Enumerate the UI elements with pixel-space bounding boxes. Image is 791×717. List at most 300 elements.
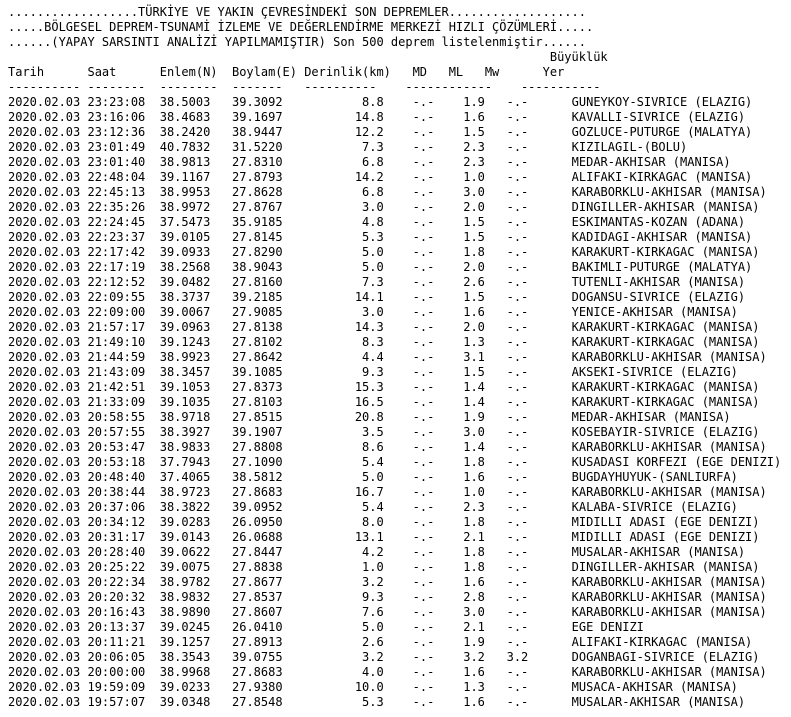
- earthquake-rows: [8, 95, 791, 710]
- md-cell: -.-: [412, 290, 435, 304]
- ml-cell: 1.6: [463, 695, 485, 709]
- time-cell: 22:45:13: [87, 185, 146, 199]
- latitude-cell: 39.0143: [159, 530, 211, 544]
- mw-cell: -.-: [506, 530, 529, 544]
- md-cell: -.-: [412, 230, 435, 244]
- latitude-cell: 39.1053: [159, 380, 211, 394]
- table-row: [8, 590, 791, 605]
- md-cell: -.-: [412, 365, 435, 379]
- mw-cell: -.-: [506, 440, 529, 454]
- date-cell: 2020.02.03: [8, 485, 81, 499]
- ml-cell: 1.8: [463, 560, 485, 574]
- latitude-cell: 39.0933: [159, 245, 211, 259]
- place-cell: DINGILLER-AKHISAR (MANISA): [571, 560, 760, 574]
- date-cell: 2020.02.03: [8, 605, 81, 619]
- longitude-cell: 27.8145: [232, 230, 283, 244]
- depth-cell: 7.3: [289, 140, 384, 154]
- md-cell: -.-: [412, 245, 435, 259]
- longitude-cell: 39.1697: [232, 110, 283, 124]
- latitude-cell: 38.3457: [159, 365, 211, 379]
- table-row: [8, 650, 791, 665]
- table-row: [8, 665, 791, 680]
- depth-cell: 5.3: [289, 230, 384, 244]
- time-cell: 21:57:17: [87, 320, 146, 334]
- mw-cell: -.-: [506, 170, 529, 184]
- longitude-cell: 38.9447: [232, 125, 283, 139]
- mw-cell: -.-: [506, 215, 529, 229]
- place-cell: KOSEBAYIR-SIVRICE (ELAZIG): [571, 425, 760, 439]
- date-cell: 2020.02.03: [8, 425, 81, 439]
- place-cell: AKSEKI-SIVRICE (ELAZIG): [571, 365, 738, 379]
- ml-cell: 3.0: [463, 425, 485, 439]
- latitude-cell: 39.0283: [159, 515, 211, 529]
- ml-cell: 2.0: [463, 320, 485, 334]
- md-cell: -.-: [412, 380, 435, 394]
- ml-cell: 1.9: [463, 410, 485, 424]
- md-cell: -.-: [412, 560, 435, 574]
- place-cell: KARABORKLU-AKHISAR (MANISA): [571, 665, 767, 679]
- time-cell: 23:23:08: [87, 95, 146, 109]
- table-row: [8, 530, 791, 545]
- depth-cell: 7.3: [289, 275, 384, 289]
- date-cell: 2020.02.03: [8, 380, 81, 394]
- place-cell: KARABORKLU-AKHISAR (MANISA): [571, 350, 767, 364]
- md-cell: -.-: [412, 305, 435, 319]
- longitude-cell: 27.1090: [232, 455, 283, 469]
- date-cell: 2020.02.03: [8, 530, 81, 544]
- depth-cell: 5.0: [289, 260, 384, 274]
- md-cell: -.-: [412, 95, 435, 109]
- date-cell: 2020.02.03: [8, 500, 81, 514]
- date-cell: 2020.02.03: [8, 545, 81, 559]
- time-cell: 23:16:06: [87, 110, 146, 124]
- date-cell: 2020.02.03: [8, 290, 81, 304]
- latitude-cell: 40.7832: [159, 140, 211, 154]
- md-cell: -.-: [412, 425, 435, 439]
- latitude-cell: 38.5003: [159, 95, 211, 109]
- depth-cell: 10.0: [289, 680, 384, 694]
- md-cell: -.-: [412, 440, 435, 454]
- latitude-cell: 38.3822: [159, 500, 211, 514]
- longitude-cell: 38.9043: [232, 260, 283, 274]
- table-row: [8, 95, 791, 110]
- ml-cell: 3.0: [463, 185, 485, 199]
- time-cell: 20:48:40: [87, 470, 146, 484]
- latitude-cell: 39.1167: [159, 170, 211, 184]
- ml-cell: 1.8: [463, 455, 485, 469]
- longitude-cell: 27.8102: [232, 335, 283, 349]
- table-row: [8, 350, 791, 365]
- mw-cell: -.-: [506, 350, 529, 364]
- longitude-cell: 26.0688: [232, 530, 283, 544]
- mw-cell: -.-: [506, 230, 529, 244]
- ml-cell: 1.4: [463, 380, 485, 394]
- time-cell: 22:09:55: [87, 290, 146, 304]
- time-cell: 20:16:43: [87, 605, 146, 619]
- date-cell: 2020.02.03: [8, 620, 81, 634]
- date-cell: 2020.02.03: [8, 320, 81, 334]
- mw-cell: -.-: [506, 695, 529, 709]
- time-cell: 20:57:55: [87, 425, 146, 439]
- time-cell: 20:37:06: [87, 500, 146, 514]
- time-cell: 21:42:51: [87, 380, 146, 394]
- md-cell: -.-: [412, 515, 435, 529]
- depth-cell: 5.4: [289, 500, 384, 514]
- place-cell: GUNEYKOY-SIVRICE (ELAZIG): [571, 95, 753, 109]
- table-row: [8, 290, 791, 305]
- ml-cell: 2.0: [463, 260, 485, 274]
- longitude-cell: 27.8677: [232, 575, 283, 589]
- longitude-cell: 39.0755: [232, 650, 283, 664]
- date-cell: 2020.02.03: [8, 560, 81, 574]
- ml-cell: 1.8: [463, 515, 485, 529]
- longitude-cell: 27.8310: [232, 155, 283, 169]
- ml-cell: 3.2: [463, 650, 485, 664]
- table-row: [8, 320, 791, 335]
- place-cell: MEDAR-AKHISAR (MANISA): [571, 410, 731, 424]
- date-cell: 2020.02.03: [8, 365, 81, 379]
- time-cell: 22:17:42: [87, 245, 146, 259]
- table-row: [8, 335, 791, 350]
- date-cell: 2020.02.03: [8, 260, 81, 274]
- table-row: [8, 185, 791, 200]
- place-cell: KUSADASI KORFEZI (EGE DENIZI): [571, 455, 782, 469]
- date-cell: 2020.02.03: [8, 305, 81, 319]
- mw-cell: -.-: [506, 320, 529, 334]
- ml-cell: 1.0: [463, 485, 485, 499]
- place-cell: MEDAR-AKHISAR (MANISA): [571, 155, 731, 169]
- longitude-cell: 38.5812: [232, 470, 283, 484]
- ml-cell: 1.5: [463, 365, 485, 379]
- md-cell: -.-: [412, 545, 435, 559]
- latitude-cell: 38.3737: [159, 290, 211, 304]
- table-row: [8, 305, 791, 320]
- time-cell: 20:06:05: [87, 650, 146, 664]
- latitude-cell: 38.9832: [159, 590, 211, 604]
- table-row: [8, 380, 791, 395]
- depth-cell: 4.8: [289, 215, 384, 229]
- place-cell: TUTENLI-AKHISAR (MANISA): [571, 275, 746, 289]
- place-cell: KARABORKLU-AKHISAR (MANISA): [571, 440, 767, 454]
- latitude-cell: 38.9723: [159, 485, 211, 499]
- date-cell: 2020.02.03: [8, 350, 81, 364]
- time-cell: 22:17:19: [87, 260, 146, 274]
- table-row: [8, 395, 791, 410]
- md-cell: -.-: [412, 455, 435, 469]
- longitude-cell: 27.8642: [232, 350, 283, 364]
- table-row: [8, 560, 791, 575]
- table-row: [8, 515, 791, 530]
- md-cell: -.-: [412, 695, 435, 709]
- table-row: [8, 620, 791, 635]
- table-row: [8, 215, 791, 230]
- header-subtitle-line: .....BÖLGESEL DEPREM-TSUNAMİ İZLEME VE DEĞERLENDİRME MERKEZİ HIZLI ÇÖZÜMLERİ.....: [8, 20, 594, 34]
- time-cell: 20:38:44: [87, 485, 146, 499]
- mw-cell: -.-: [506, 425, 529, 439]
- ml-cell: 1.5: [463, 125, 485, 139]
- place-cell: KARAKURT-KIRKAGAC (MANISA): [571, 335, 760, 349]
- latitude-cell: 38.9813: [159, 155, 211, 169]
- depth-cell: 14.2: [289, 170, 384, 184]
- table-row: [8, 230, 791, 245]
- table-row: [8, 125, 791, 140]
- ml-cell: 2.1: [463, 530, 485, 544]
- depth-cell: 15.3: [289, 380, 384, 394]
- latitude-cell: 39.0233: [159, 680, 211, 694]
- table-row: [8, 260, 791, 275]
- table-row: [8, 275, 791, 290]
- table-row: [8, 455, 791, 470]
- date-cell: 2020.02.03: [8, 440, 81, 454]
- latitude-cell: 39.1257: [159, 635, 211, 649]
- ml-cell: 2.0: [463, 200, 485, 214]
- table-row: [8, 425, 791, 440]
- place-cell: KADIDAGI-AKHISAR (MANISA): [571, 230, 753, 244]
- time-cell: 20:00:00: [87, 665, 146, 679]
- longitude-cell: 26.0410: [232, 620, 283, 634]
- longitude-cell: 27.8103: [232, 395, 283, 409]
- time-cell: 23:01:40: [87, 155, 146, 169]
- place-cell: MUSALAR-AKHISAR (MANISA): [571, 545, 746, 559]
- latitude-cell: 39.1243: [159, 335, 211, 349]
- longitude-cell: 27.8548: [232, 695, 283, 709]
- time-cell: 21:43:09: [87, 365, 146, 379]
- latitude-cell: 38.9782: [159, 575, 211, 589]
- ml-cell: 3.1: [463, 350, 485, 364]
- mw-cell: -.-: [506, 590, 529, 604]
- md-cell: -.-: [412, 260, 435, 274]
- ml-cell: 2.3: [463, 155, 485, 169]
- mw-cell: -.-: [506, 470, 529, 484]
- mw-cell: -.-: [506, 620, 529, 634]
- depth-cell: 16.7: [289, 485, 384, 499]
- latitude-cell: 39.0622: [159, 545, 211, 559]
- md-cell: -.-: [412, 470, 435, 484]
- place-cell: KALABA-SIVRICE (ELAZIG): [571, 500, 738, 514]
- latitude-cell: 38.9953: [159, 185, 211, 199]
- mw-cell: -.-: [506, 260, 529, 274]
- depth-cell: 16.5: [289, 395, 384, 409]
- latitude-cell: 38.9718: [159, 410, 211, 424]
- longitude-cell: 27.8913: [232, 635, 283, 649]
- table-row: [8, 545, 791, 560]
- ml-cell: 1.9: [463, 95, 485, 109]
- depth-cell: 9.3: [289, 365, 384, 379]
- latitude-cell: 39.0067: [159, 305, 211, 319]
- longitude-cell: 39.0952: [232, 500, 283, 514]
- longitude-cell: 27.8767: [232, 200, 283, 214]
- place-cell: BAKIMLI-PUTURGE (MALATYA): [571, 260, 753, 274]
- table-row: [8, 200, 791, 215]
- longitude-cell: 27.8373: [232, 380, 283, 394]
- longitude-cell: 39.2185: [232, 290, 283, 304]
- place-cell: GOZLUCE-PUTURGE (MALATYA): [571, 125, 753, 139]
- md-cell: -.-: [412, 155, 435, 169]
- longitude-cell: 39.3092: [232, 95, 283, 109]
- place-cell: KARABORKLU-AKHISAR (MANISA): [571, 575, 767, 589]
- depth-cell: 4.0: [289, 665, 384, 679]
- mw-cell: -.-: [506, 500, 529, 514]
- mw-cell: -.-: [506, 335, 529, 349]
- place-cell: MUSALAR-AKHISAR (MANISA): [571, 695, 746, 709]
- latitude-cell: 39.0348: [159, 695, 211, 709]
- depth-cell: 12.2: [289, 125, 384, 139]
- md-cell: -.-: [412, 320, 435, 334]
- mw-cell: -.-: [506, 290, 529, 304]
- time-cell: 20:58:55: [87, 410, 146, 424]
- md-cell: -.-: [412, 485, 435, 499]
- depth-cell: 4.2: [289, 545, 384, 559]
- latitude-cell: 38.2420: [159, 125, 211, 139]
- date-cell: 2020.02.03: [8, 590, 81, 604]
- md-cell: -.-: [412, 575, 435, 589]
- latitude-cell: 37.4065: [159, 470, 211, 484]
- mw-cell: -.-: [506, 275, 529, 289]
- md-cell: -.-: [412, 125, 435, 139]
- depth-cell: 8.6: [289, 440, 384, 454]
- mw-cell: -.-: [506, 455, 529, 469]
- header-title-line: ..................TÜRKİYE VE YAKIN ÇEVRESİNDEKİ SON DEPREMLER...................: [8, 5, 586, 19]
- latitude-cell: 38.3927: [159, 425, 211, 439]
- date-cell: 2020.02.03: [8, 635, 81, 649]
- place-cell: KARAKURT-KIRKAGAC (MANISA): [571, 380, 760, 394]
- date-cell: 2020.02.03: [8, 665, 81, 679]
- time-cell: 20:53:18: [87, 455, 146, 469]
- date-cell: 2020.02.03: [8, 245, 81, 259]
- md-cell: -.-: [412, 410, 435, 424]
- longitude-cell: 26.0950: [232, 515, 283, 529]
- table-row: [8, 140, 791, 155]
- depth-cell: 6.8: [289, 185, 384, 199]
- longitude-cell: 27.8447: [232, 545, 283, 559]
- mw-cell: -.-: [506, 680, 529, 694]
- date-cell: 2020.02.03: [8, 200, 81, 214]
- header-separator: ---------- -------- -------- ------- ---------- ------------ -----------: [8, 80, 601, 94]
- longitude-cell: 35.9185: [232, 215, 283, 229]
- date-cell: 2020.02.03: [8, 395, 81, 409]
- latitude-cell: 37.7943: [159, 455, 211, 469]
- place-cell: MIDILLI ADASI (EGE DENIZI): [571, 515, 760, 529]
- depth-cell: 3.2: [289, 575, 384, 589]
- depth-cell: 14.8: [289, 110, 384, 124]
- ml-cell: 1.8: [463, 545, 485, 559]
- place-cell: KAVALLI-SIVRICE (ELAZIG): [571, 110, 746, 124]
- table-row: [8, 245, 791, 260]
- md-cell: -.-: [412, 170, 435, 184]
- ml-cell: 1.8: [463, 245, 485, 259]
- mw-cell: -.-: [506, 605, 529, 619]
- place-cell: MUSACA-AKHISAR (MANISA): [571, 680, 738, 694]
- md-cell: -.-: [412, 185, 435, 199]
- longitude-cell: 39.1085: [232, 365, 283, 379]
- longitude-cell: 31.5220: [232, 140, 283, 154]
- table-row: [8, 110, 791, 125]
- ml-cell: 1.6: [463, 470, 485, 484]
- table-row: [8, 440, 791, 455]
- time-cell: 22:35:26: [87, 200, 146, 214]
- date-cell: 2020.02.03: [8, 455, 81, 469]
- md-cell: -.-: [412, 665, 435, 679]
- place-cell: KARAKURT-KIRKAGAC (MANISA): [571, 320, 760, 334]
- mw-cell: -.-: [506, 410, 529, 424]
- latitude-cell: 39.0075: [159, 560, 211, 574]
- mw-cell: -.-: [506, 200, 529, 214]
- depth-cell: 5.0: [289, 620, 384, 634]
- mw-cell: -.-: [506, 485, 529, 499]
- time-cell: 20:28:40: [87, 545, 146, 559]
- table-row: [8, 695, 791, 710]
- depth-cell: 3.0: [289, 200, 384, 214]
- md-cell: -.-: [412, 635, 435, 649]
- place-cell: BUGDAYHUYUK-(SANLIURFA): [571, 470, 738, 484]
- mw-cell: -.-: [506, 575, 529, 589]
- time-cell: 22:24:45: [87, 215, 146, 229]
- longitude-cell: 27.8138: [232, 320, 283, 334]
- mw-cell: -.-: [506, 560, 529, 574]
- date-cell: 2020.02.03: [8, 575, 81, 589]
- latitude-cell: 37.5473: [159, 215, 211, 229]
- depth-cell: 3.2: [289, 650, 384, 664]
- date-cell: 2020.02.03: [8, 695, 81, 709]
- depth-cell: 14.3: [289, 320, 384, 334]
- md-cell: -.-: [412, 680, 435, 694]
- md-cell: -.-: [412, 200, 435, 214]
- time-cell: 22:48:04: [87, 170, 146, 184]
- place-cell: MIDILLI ADASI (EGE DENIZI): [571, 530, 760, 544]
- date-cell: 2020.02.03: [8, 470, 81, 484]
- ml-cell: 2.6: [463, 275, 485, 289]
- ml-cell: 1.6: [463, 110, 485, 124]
- depth-cell: 13.1: [289, 530, 384, 544]
- date-cell: 2020.02.03: [8, 680, 81, 694]
- ml-cell: 1.4: [463, 395, 485, 409]
- longitude-cell: 27.8628: [232, 185, 283, 199]
- time-cell: 22:23:37: [87, 230, 146, 244]
- latitude-cell: 38.9890: [159, 605, 211, 619]
- md-cell: -.-: [412, 590, 435, 604]
- longitude-cell: 27.8537: [232, 590, 283, 604]
- table-row: [8, 635, 791, 650]
- ml-cell: 2.8: [463, 590, 485, 604]
- latitude-cell: 39.0482: [159, 275, 211, 289]
- longitude-cell: 27.8683: [232, 485, 283, 499]
- date-cell: 2020.02.03: [8, 110, 81, 124]
- depth-cell: 5.4: [289, 455, 384, 469]
- time-cell: 20:34:12: [87, 515, 146, 529]
- longitude-cell: 27.8515: [232, 410, 283, 424]
- date-cell: 2020.02.03: [8, 230, 81, 244]
- time-cell: 20:31:17: [87, 530, 146, 544]
- mw-cell: -.-: [506, 110, 529, 124]
- place-cell: KARABORKLU-AKHISAR (MANISA): [571, 485, 767, 499]
- date-cell: 2020.02.03: [8, 650, 81, 664]
- table-row: [8, 470, 791, 485]
- latitude-cell: 39.0245: [159, 620, 211, 634]
- md-cell: -.-: [412, 395, 435, 409]
- md-cell: -.-: [412, 350, 435, 364]
- depth-cell: 6.8: [289, 155, 384, 169]
- ml-cell: 1.5: [463, 290, 485, 304]
- table-row: [8, 410, 791, 425]
- place-cell: KIZILAGIL-(BOLU): [571, 140, 688, 154]
- table-row: [8, 155, 791, 170]
- date-cell: 2020.02.03: [8, 275, 81, 289]
- mw-cell: 3.2: [506, 650, 529, 664]
- table-row: [8, 365, 791, 380]
- date-cell: 2020.02.03: [8, 140, 81, 154]
- date-cell: 2020.02.03: [8, 170, 81, 184]
- depth-cell: 8.3: [289, 335, 384, 349]
